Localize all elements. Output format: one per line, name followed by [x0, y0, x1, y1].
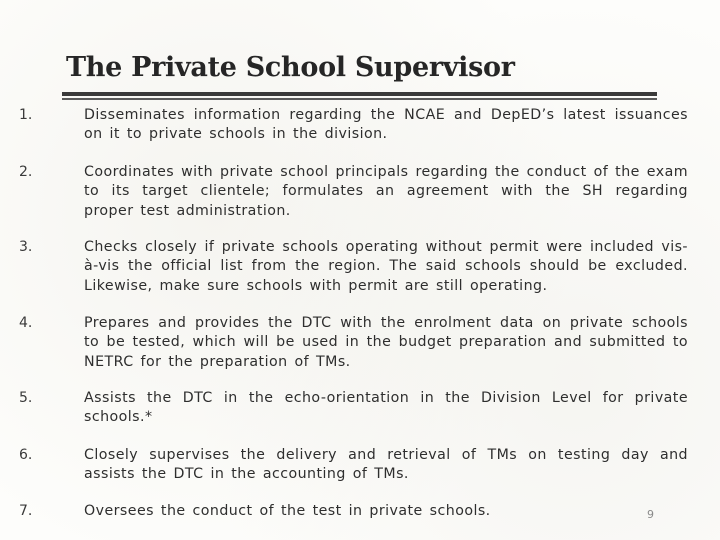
item-text: Assists the DTC in the echo-orientation in the Division Level for private schools.*	[84, 390, 688, 426]
page-number: 9	[647, 508, 654, 521]
item-text: Coordinates with private school principals regarding the conduct of the exam to its target clientele; formulates an agreement with the SH regarding proper test administration.	[84, 164, 688, 219]
item-number: 4.	[19, 315, 33, 331]
item-text: Disseminates information regarding the NCAE and DepED’s latest issuances on it to private schools in the division.	[84, 107, 688, 143]
item-text: Checks closely if private schools operating without permit were included vis-à-vis the official list from the region. The said schools should be excluded. Likewise, make sure schools with permit are still operating.	[84, 239, 688, 294]
item-number: 6.	[19, 447, 33, 463]
item-number: 1.	[19, 107, 33, 123]
title-underline-thick	[62, 92, 657, 96]
title-underline-thin	[62, 98, 657, 100]
item-text: Prepares and provides the DTC with the enrolment data on private schools to be tested, which will be used in the budget preparation and submitted to NETRC for the preparation of TMs.	[84, 315, 688, 370]
item-number: 7.	[19, 503, 33, 519]
slide-title: The Private School Supervisor	[66, 52, 515, 83]
item-number: 2.	[19, 164, 33, 180]
item-text: Oversees the conduct of the test in private schools.	[84, 503, 491, 519]
item-text: Closely supervises the delivery and retrieval of TMs on testing day and assists the DTC in the accounting of TMs.	[84, 447, 688, 483]
item-number: 5.	[19, 390, 33, 406]
item-number: 3.	[19, 239, 33, 255]
